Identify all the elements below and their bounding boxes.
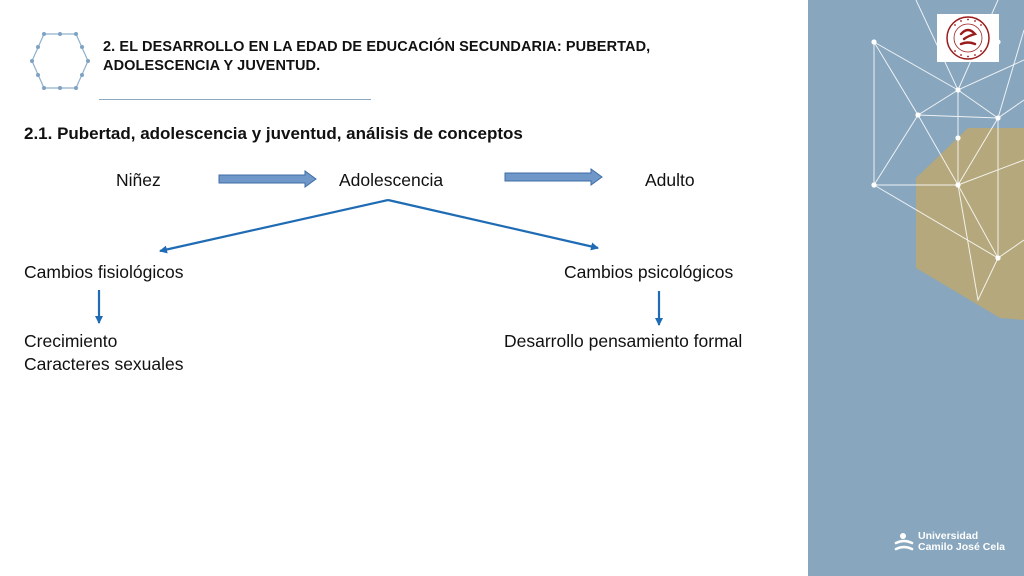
node-cambios-psicologicos: Cambios psicológicos [564,262,734,282]
section-title-line-2: ADOLESCENCIA Y JUVENTUD. [103,58,321,74]
section-title-line-1: 2. EL DESARROLLO EN LA EDAD DE EDUCACIÓN SECUNDARIA: PUBERTAD, [103,39,651,55]
university-seal [937,14,999,62]
node-crecimiento: Crecimiento [24,331,118,351]
subtitle: 2.1. Pubertad, adolescencia y juventud, análisis de conceptos [24,124,523,143]
university-seal-icon [937,14,999,62]
block-arrow-ninez-adolescencia [219,171,316,187]
footer-logo [894,531,1005,553]
network-pattern [808,0,1024,576]
node-desarrollo-pensamiento-formal: Desarrollo pensamiento formal [504,331,743,351]
block-arrow-adolescencia-adulto [505,169,602,185]
node-ninez: Niñez [116,170,161,190]
university-logo-icon [894,532,914,552]
arrow-to-fisiologicos [160,200,388,251]
node-adulto: Adulto [645,170,695,190]
footer-line-2: Camilo José Cela [918,541,1005,553]
node-cambios-fisiologicos: Cambios fisiológicos [24,262,184,282]
arrow-to-psicologicos [388,200,598,248]
node-adolescencia: Adolescencia [339,170,444,190]
side-panel [808,0,1024,576]
node-caracteres-sexuales: Caracteres sexuales [24,354,184,374]
footer-line-1: Universidad [918,530,979,542]
footer-wordmark [918,531,1005,553]
